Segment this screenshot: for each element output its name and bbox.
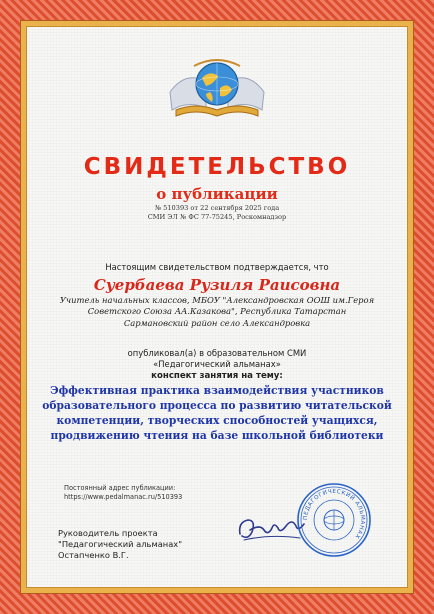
smi-registration: СМИ ЭЛ № ФС 77-75245, Роскомнадзор <box>147 213 287 221</box>
round-stamp <box>296 482 372 558</box>
almanac-name: «Педагогический альманах» <box>153 359 281 369</box>
certificate-title: СВИДЕТЕЛЬСТВО <box>83 154 351 180</box>
confirm-text: Настоящим свидетельством подтверждается, что <box>105 262 329 272</box>
signer-name: Остапченко В.Г. <box>58 550 129 560</box>
stamp-text: ПЕДАГОГИЧЕСКИЙ АЛЬМАНАХ <box>302 488 366 540</box>
address-url[interactable]: https://www.pedalmanac.ru/510393 <box>64 493 183 501</box>
globe-book-emblem-icon <box>166 52 268 122</box>
topic-label: конспект занятия на тему: <box>151 371 283 381</box>
signer-role: Руководитель проекта <box>58 528 158 538</box>
published-text: опубликовал(а) в образовательном СМИ <box>127 348 307 358</box>
signer-project: "Педагогический альманах" <box>58 539 183 549</box>
address-label: Постоянный адрес публикации: <box>64 484 176 492</box>
person-name: Суербаева Рузиля Раисовна <box>93 276 341 294</box>
certificate-subtitle: о публикации <box>156 185 278 203</box>
person-description: Учитель начальных классов, МБОУ "Александровская ООШ им.Героя Советского Союза АА.Казакова", Республика Татарстан Сармановский район село Александровка <box>59 295 375 328</box>
certificate-number: № 510393 от 22 сентября 2025 года <box>154 204 280 212</box>
topic-title: Эффективная практика взаимодействия участников образовательного процесса по развитию читательской компетенции, творческих способностей учащихся, продвижению чтения на базе школьной библиотеки <box>42 384 392 442</box>
